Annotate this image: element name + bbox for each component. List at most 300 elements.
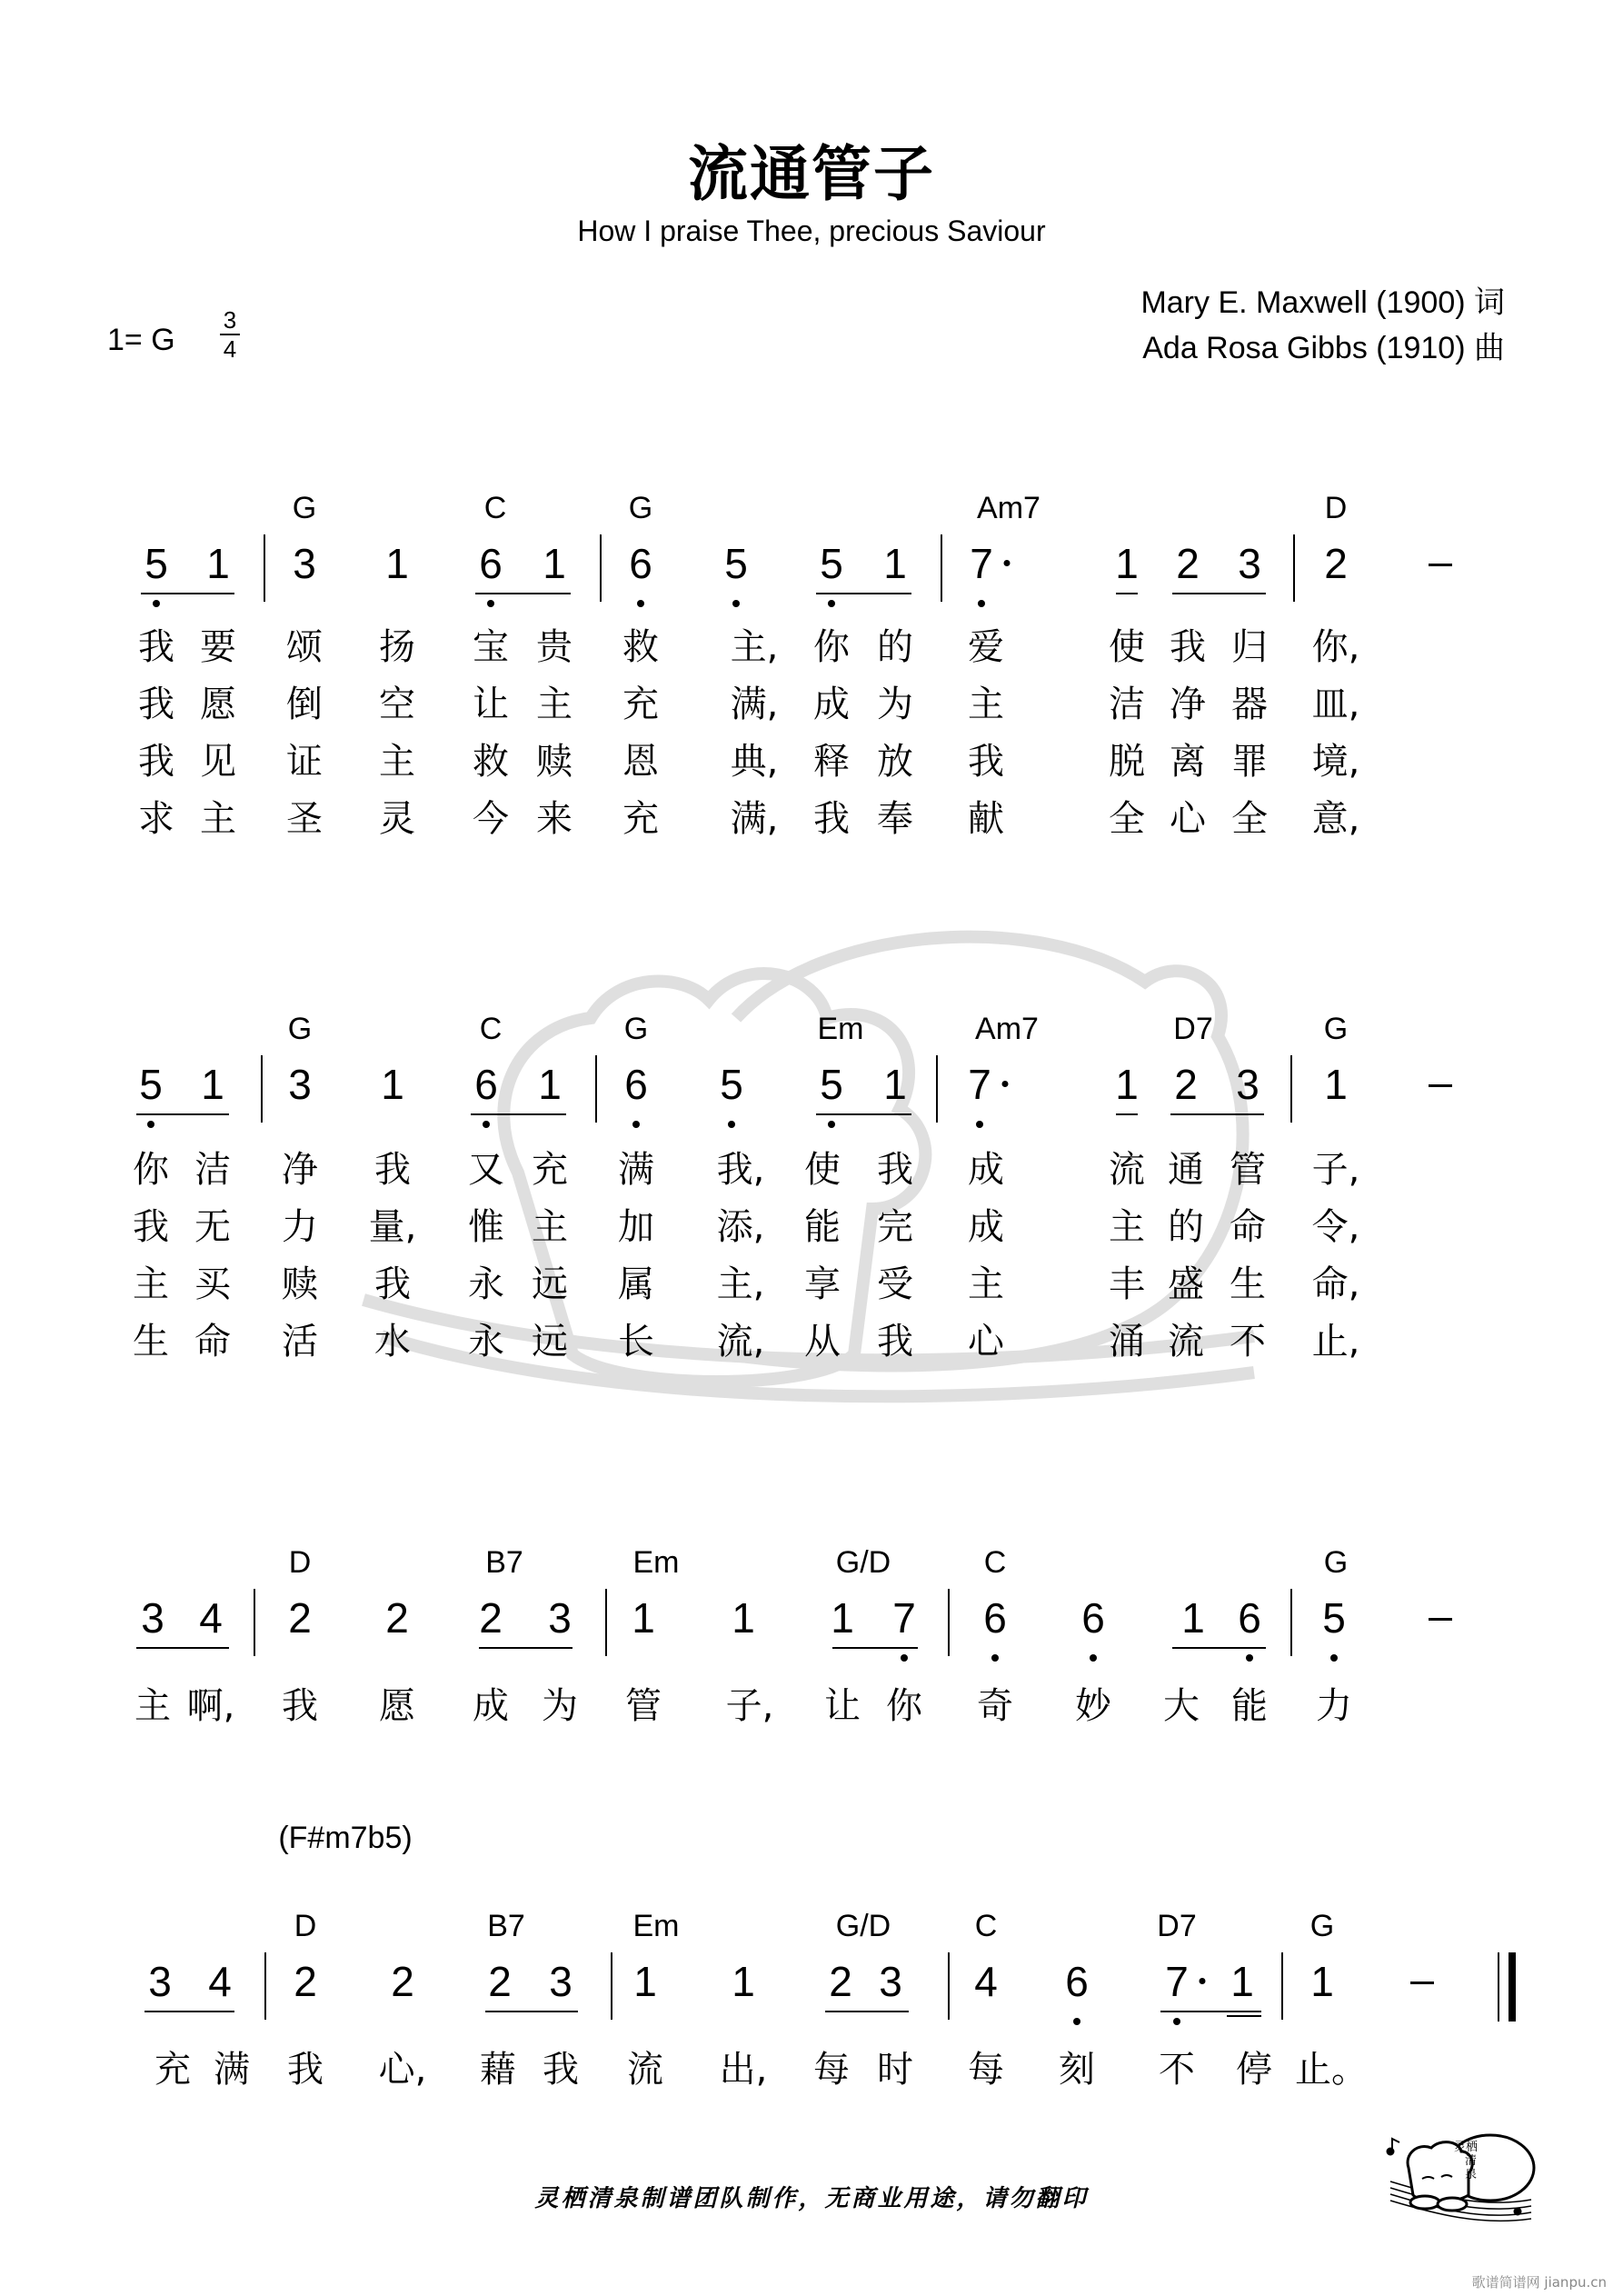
bar-line: [254, 1589, 255, 1656]
note: 3: [293, 540, 316, 587]
logo-text: [1454, 2141, 1478, 2181]
note: 6: [983, 1594, 1007, 1642]
chord-symbol: C: [974, 1909, 998, 1943]
lyric-syllable: 充: [622, 798, 659, 840]
chord-symbol: G: [628, 491, 653, 525]
lyric-syllable: 器: [1231, 684, 1268, 725]
lyric-syllable: 不: [1230, 1321, 1266, 1363]
note: 5: [724, 540, 748, 587]
sustain-dash: [1429, 564, 1452, 566]
lyric-syllable: 命: [1230, 1206, 1266, 1248]
time-signature: [216, 307, 244, 362]
underline-beam-second: [1227, 2015, 1261, 2017]
lyric-syllable: 止,: [1311, 1321, 1360, 1363]
copyright-notice: 灵栖清泉制谱团队制作，无商业用途，请勿翻印: [534, 2185, 1089, 2212]
bar-line: [264, 534, 265, 602]
lyric-syllable: 添,: [716, 1206, 765, 1248]
low-octave-dot: [487, 600, 494, 607]
chord-symbol: G/D: [835, 1545, 891, 1580]
lyric-syllable: 量,: [368, 1206, 417, 1248]
lyric-syllable: 通: [1168, 1149, 1204, 1191]
lyric-syllable: 释: [813, 741, 850, 783]
lyric-syllable: 充: [622, 684, 659, 725]
lyric-syllable: 流: [627, 2049, 663, 2091]
bar-line: [941, 534, 942, 602]
note: 7: [970, 540, 993, 587]
note: 4: [974, 1958, 998, 2005]
underline-beam: [479, 1647, 573, 1649]
lyric-syllable: 的: [1168, 1206, 1204, 1248]
lyric-syllable: 永: [468, 1321, 504, 1363]
lyric-syllable: 我: [968, 741, 1004, 783]
lyric-syllable: 为: [542, 1685, 578, 1727]
lyric-syllable: 子,: [725, 1685, 774, 1727]
final-bar-thick: [1508, 1952, 1516, 2021]
lyric-syllable: 主: [134, 1685, 171, 1727]
note: 1: [1310, 1958, 1334, 2005]
underline-beam: [1170, 1113, 1264, 1115]
logo-char: 灵: [1454, 2141, 1467, 2154]
lyric-syllable: 离: [1170, 741, 1206, 783]
note: 1: [1230, 1958, 1254, 2005]
chord-symbol: B7: [487, 1909, 525, 1943]
underline-beam: [471, 1113, 566, 1115]
lyric-syllable: 使: [804, 1149, 841, 1191]
lyric-syllable: 我: [138, 741, 174, 783]
lyric-syllable: 命: [194, 1321, 231, 1363]
note: 1: [538, 1061, 562, 1108]
chord-symbol: G: [292, 491, 317, 525]
lyric-syllable: 罪: [1231, 741, 1268, 783]
low-octave-dot: [1073, 2018, 1080, 2025]
lyric-syllable: 我: [282, 1685, 318, 1727]
lyric-syllable: 境,: [1311, 741, 1360, 783]
note: 5: [139, 1061, 163, 1108]
lyric-syllable: 证: [286, 741, 323, 783]
note: 1: [633, 1958, 657, 2005]
low-octave-dot: [483, 1121, 490, 1128]
lyric-syllable: 空: [379, 684, 415, 725]
note: 1: [883, 540, 907, 587]
lyric-syllable: 主: [532, 1206, 568, 1248]
sustain-dash: [1429, 1618, 1452, 1621]
note: 1: [632, 1594, 655, 1642]
bar-line: [1290, 1589, 1292, 1656]
lyric-syllable: 愿: [200, 684, 236, 725]
lyric-syllable: 奇: [977, 1685, 1013, 1727]
lyric-syllable: 远: [532, 1263, 568, 1305]
lyric-syllable: 你: [133, 1149, 169, 1191]
lyric-syllable: 无: [194, 1206, 231, 1248]
chord-symbol: C: [483, 491, 507, 525]
note: 6: [1065, 1958, 1089, 2005]
underline-beam: [1172, 1647, 1266, 1649]
lyric-syllable: 能: [804, 1206, 841, 1248]
lyric-syllable: 成: [968, 1206, 1004, 1248]
lyric-syllable: 倒: [286, 684, 323, 725]
bar-line: [595, 1055, 597, 1123]
lyric-syllable: 心: [968, 1321, 1004, 1363]
lyric-syllable: 生: [1230, 1263, 1266, 1305]
underline-beam: [485, 2011, 578, 2012]
lyric-syllable: 子,: [1311, 1149, 1360, 1191]
lyric-syllable: 我: [877, 1149, 913, 1191]
chord-symbol: D: [1324, 491, 1348, 525]
note: 2: [1324, 540, 1348, 587]
bar-line: [1281, 1952, 1283, 2020]
lyric-syllable: 主: [133, 1263, 169, 1305]
lyric-syllable: 又: [468, 1149, 504, 1191]
lyric-syllable: 充: [154, 2049, 191, 2091]
low-octave-dot: [828, 600, 835, 607]
lyric-syllable: 水: [374, 1321, 411, 1363]
lyric-syllable: 买: [194, 1263, 231, 1305]
low-octave-dot: [978, 600, 985, 607]
lyric-syllable: 皿,: [1311, 684, 1360, 725]
lyric-syllable: 主: [968, 1263, 1004, 1305]
note: 2: [385, 1594, 409, 1642]
lyric-syllable: 我: [138, 626, 174, 668]
chord-symbol: Em: [817, 1012, 864, 1046]
lyric-syllable: 从: [804, 1321, 841, 1363]
bar-line: [261, 1055, 263, 1123]
underline-beam: [141, 593, 234, 594]
lyric-syllable: 净: [1170, 684, 1206, 725]
note: 1: [1324, 1061, 1348, 1108]
note: 1: [732, 1594, 755, 1642]
lyric-syllable: 受: [877, 1263, 913, 1305]
lyric-syllable: 我: [374, 1263, 411, 1305]
lyric-syllable: 完: [877, 1206, 913, 1248]
lyric-syllable: 见: [200, 741, 236, 783]
note: 6: [1081, 1594, 1105, 1642]
time-signature-numerator: 3: [223, 306, 237, 334]
lyric-syllable: 全: [1231, 798, 1268, 840]
chord-symbol: G: [1323, 1012, 1349, 1046]
lyric-syllable: 加: [618, 1206, 654, 1248]
chord-symbol: D: [294, 1909, 317, 1943]
lyric-syllable: 主: [379, 741, 415, 783]
low-octave-dot: [637, 600, 644, 607]
lyric-syllable: 心,: [378, 2049, 427, 2091]
lyric-syllable: 管: [1230, 1149, 1266, 1191]
note: 6: [474, 1061, 498, 1108]
note: 2: [479, 1594, 503, 1642]
lyric-syllable: 救: [473, 741, 509, 783]
lyric-syllable: 流: [1109, 1149, 1145, 1191]
bar-line: [264, 1952, 266, 2020]
note: 1: [201, 1061, 224, 1108]
lyric-syllable: 止。: [1295, 2049, 1368, 2091]
lyric-syllable: 归: [1231, 626, 1268, 668]
lyric-syllable: 献: [968, 798, 1004, 840]
chord-symbol-optional: (F#m7b5): [278, 1821, 413, 1855]
augmentation-dot: [1002, 1081, 1009, 1087]
lyric-syllable: 让: [824, 1685, 861, 1727]
underline-beam: [1116, 1113, 1138, 1115]
low-octave-dot: [1246, 1654, 1253, 1662]
lyric-syllable: 颂: [286, 626, 323, 668]
lyric-syllable: 满: [618, 1149, 654, 1191]
lyric-syllable: 主,: [716, 1263, 765, 1305]
lyric-syllable: 成: [473, 1685, 509, 1727]
underline-beam: [825, 2011, 909, 2012]
lyric-syllable: 每: [968, 2049, 1004, 2091]
lyric-syllable: 让: [473, 684, 509, 725]
lyric-syllable: 生: [133, 1321, 169, 1363]
note: 2: [391, 1958, 414, 2005]
lyric-syllable: 洁: [194, 1149, 231, 1191]
lyric-syllable: 充: [532, 1149, 568, 1191]
lyric-syllable: 主: [536, 684, 573, 725]
note: 4: [199, 1594, 223, 1642]
underline-beam: [816, 1113, 911, 1115]
low-octave-dot: [991, 1654, 999, 1662]
lyric-syllable: 管: [625, 1685, 662, 1727]
note: 6: [1238, 1594, 1261, 1642]
lyricist-credit: Mary E. Maxwell (1900) 词: [1140, 285, 1505, 320]
logo-char: 栖: [1466, 2141, 1479, 2154]
lyric-syllable: 我: [1170, 626, 1206, 668]
lyric-syllable: 我: [543, 2049, 579, 2091]
lyric-syllable: 你: [886, 1685, 922, 1727]
lyric-syllable: 你: [813, 626, 850, 668]
lyric-syllable: 我: [374, 1149, 411, 1191]
note: 2: [1176, 540, 1200, 587]
low-octave-dot: [828, 1121, 835, 1128]
note: 3: [148, 1958, 172, 2005]
lyric-syllable: 灵: [379, 798, 415, 840]
lyric-syllable: 活: [282, 1321, 318, 1363]
underline-beam: [144, 2011, 234, 2012]
note: 7: [892, 1594, 916, 1642]
note: 3: [879, 1958, 902, 2005]
underline-beam: [1116, 593, 1138, 594]
lyric-syllable: 宝: [473, 626, 509, 668]
bar-line: [1290, 1055, 1292, 1123]
site-watermark: 歌谱简谱网 jianpu.cn: [1471, 2274, 1607, 2291]
bar-line: [605, 1589, 607, 1656]
note: 7: [1165, 1958, 1189, 2005]
lyric-syllable: 令,: [1311, 1206, 1360, 1248]
underline-beam: [816, 593, 911, 594]
final-bar-thin: [1498, 1952, 1499, 2021]
low-octave-dot: [976, 1121, 983, 1128]
lyric-syllable: 要: [200, 626, 236, 668]
lyric-syllable: 典,: [730, 741, 779, 783]
lyric-syllable: 为: [877, 684, 913, 725]
note: 5: [820, 540, 843, 587]
lyric-syllable: 求: [138, 798, 174, 840]
bar-line: [600, 534, 602, 602]
augmentation-dot: [1200, 1978, 1206, 1984]
underline-beam: [475, 593, 571, 594]
augmentation-dot: [1004, 560, 1011, 566]
low-octave-dot: [901, 1654, 908, 1662]
logo-char: 泉: [1465, 2168, 1478, 2181]
lyric-syllable: 我,: [716, 1149, 765, 1191]
lyric-syllable: 全: [1109, 798, 1145, 840]
chord-symbol: Am7: [975, 1012, 1039, 1046]
lyric-syllable: 力: [282, 1206, 318, 1248]
lyric-syllable: 圣: [286, 798, 323, 840]
lyric-syllable: 愿: [379, 1685, 415, 1727]
chord-symbol: B7: [485, 1545, 523, 1580]
note: 1: [385, 540, 409, 587]
note: 5: [1322, 1594, 1346, 1642]
lyric-syllable: 长: [618, 1321, 654, 1363]
low-octave-dot: [1090, 1654, 1097, 1662]
lyric-syllable: 藉: [480, 2049, 516, 2091]
chord-symbol: Am7: [977, 491, 1041, 525]
note: 3: [141, 1594, 164, 1642]
chord-symbol: D7: [1173, 1012, 1213, 1046]
lyric-syllable: 不: [1159, 2049, 1195, 2091]
chord-symbol: G: [1309, 1909, 1335, 1943]
note: 2: [829, 1958, 852, 2005]
lyric-syllable: 洁: [1109, 684, 1145, 725]
underline-beam: [136, 1113, 229, 1115]
chord-symbol: G/D: [835, 1909, 891, 1943]
lyric-syllable: 刻: [1059, 2049, 1095, 2091]
underline-beam: [1160, 2011, 1261, 2012]
lyric-syllable: 的: [877, 626, 913, 668]
lyric-syllable: 救: [622, 626, 659, 668]
low-octave-dot: [728, 1121, 735, 1128]
note: 4: [208, 1958, 232, 2005]
note: 2: [294, 1958, 317, 2005]
lyric-syllable: 我: [133, 1206, 169, 1248]
lyric-syllable: 满: [214, 2049, 250, 2091]
key-signature: 1= G: [107, 323, 175, 357]
lyric-syllable: 力: [1316, 1685, 1352, 1727]
note: 3: [549, 1958, 573, 2005]
lyric-syllable: 享: [804, 1263, 841, 1305]
note: 2: [1174, 1061, 1198, 1108]
note: 5: [144, 540, 168, 587]
bar-line: [936, 1055, 938, 1123]
lyric-syllable: 我: [877, 1321, 913, 1363]
note: 3: [1236, 1061, 1260, 1108]
time-signature-denominator: 4: [223, 335, 237, 363]
note: 5: [820, 1061, 843, 1108]
chord-symbol: G: [1323, 1545, 1349, 1580]
note: 2: [288, 1594, 312, 1642]
low-octave-dot: [153, 600, 160, 607]
lyric-syllable: 成: [968, 1149, 1004, 1191]
note: 1: [381, 1061, 404, 1108]
note: 6: [624, 1061, 648, 1108]
chord-symbol: D: [288, 1545, 312, 1580]
note: 1: [206, 540, 230, 587]
bar-line: [948, 1952, 950, 2020]
low-octave-dot: [1330, 1654, 1338, 1662]
lyric-syllable: 盛: [1168, 1263, 1204, 1305]
lyric-syllable: 成: [813, 684, 850, 725]
lyric-syllable: 赎: [536, 741, 573, 783]
lyric-syllable: 恩: [622, 741, 659, 783]
sustain-dash: [1429, 1084, 1452, 1087]
composer-credit: Ada Rosa Gibbs (1910) 曲: [1142, 331, 1505, 365]
lyric-syllable: 放: [877, 741, 913, 783]
lyric-syllable: 出,: [719, 2049, 768, 2091]
note: 7: [968, 1061, 991, 1108]
bar-line: [1293, 534, 1295, 602]
note: 1: [1181, 1594, 1205, 1642]
note: 6: [629, 540, 652, 587]
lyric-syllable: 大: [1163, 1685, 1200, 1727]
lyric-syllable: 属: [618, 1263, 654, 1305]
lyric-syllable: 啊,: [186, 1685, 235, 1727]
note: 3: [548, 1594, 572, 1642]
chord-symbol: G: [623, 1012, 649, 1046]
lyric-syllable: 流: [1168, 1321, 1204, 1363]
lyric-syllable: 奉: [877, 798, 913, 840]
lyric-syllable: 意,: [1311, 798, 1360, 840]
lyric-syllable: 贵: [536, 626, 573, 668]
lyric-syllable: 赎: [282, 1263, 318, 1305]
note: 1: [543, 540, 566, 587]
chord-symbol: C: [983, 1545, 1007, 1580]
lyric-syllable: 每: [813, 2049, 850, 2091]
lyric-syllable: 脱: [1109, 741, 1145, 783]
lyric-syllable: 心: [1170, 798, 1206, 840]
note: 1: [831, 1594, 854, 1642]
lyric-syllable: 流,: [716, 1321, 765, 1363]
note: 2: [488, 1958, 512, 2005]
lyric-syllable: 使: [1109, 626, 1145, 668]
low-octave-dot: [1173, 2018, 1180, 2025]
lyric-syllable: 你,: [1311, 626, 1360, 668]
chord-symbol: G: [287, 1012, 313, 1046]
lyric-syllable: 净: [282, 1149, 318, 1191]
lyric-syllable: 我: [813, 798, 850, 840]
note: 5: [720, 1061, 743, 1108]
lyric-syllable: 时: [877, 2049, 913, 2091]
lyric-syllable: 主: [200, 798, 236, 840]
sustain-dash: [1410, 1982, 1434, 1984]
lyric-syllable: 停: [1236, 2049, 1272, 2091]
bar-line: [611, 1952, 612, 2020]
lyric-syllable: 涌: [1109, 1321, 1145, 1363]
lyric-syllable: 丰: [1109, 1263, 1145, 1305]
lyric-syllable: 妙: [1075, 1685, 1111, 1727]
lyric-syllable: 满,: [730, 684, 779, 725]
lyric-syllable: 今: [473, 798, 509, 840]
bar-line: [948, 1589, 950, 1656]
lyric-syllable: 主: [968, 684, 1004, 725]
lyric-syllable: 远: [532, 1321, 568, 1363]
chord-symbol: C: [479, 1012, 503, 1046]
note: 1: [732, 1958, 755, 2005]
underline-beam: [832, 1647, 918, 1649]
lyric-syllable: 命,: [1311, 1263, 1360, 1305]
lyric-syllable: 来: [536, 798, 573, 840]
chord-symbol: D7: [1157, 1909, 1197, 1943]
lyric-syllable: 主: [1109, 1206, 1145, 1248]
low-octave-dot: [732, 600, 740, 607]
underline-beam: [1172, 593, 1266, 594]
note: 1: [1115, 1061, 1139, 1108]
lyric-syllable: 扬: [379, 626, 415, 668]
note: 3: [288, 1061, 312, 1108]
lyric-syllable: 我: [287, 2049, 324, 2091]
low-octave-dot: [632, 1121, 640, 1128]
lyric-syllable: 永: [468, 1263, 504, 1305]
lyric-syllable: 主,: [730, 626, 779, 668]
lyric-syllable: 能: [1231, 1685, 1268, 1727]
lyric-syllable: 满,: [730, 798, 779, 840]
